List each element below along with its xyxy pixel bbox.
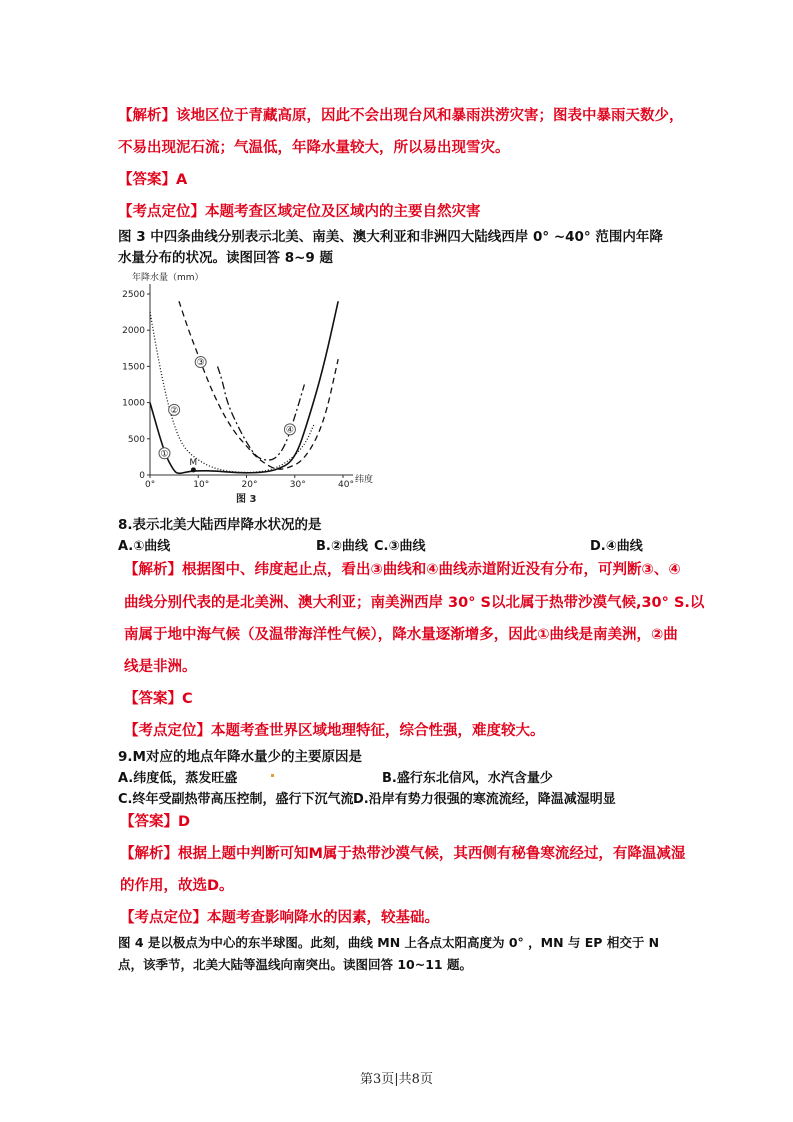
question-8-stem: 8.表示北美大陆西岸降水状况的是	[118, 517, 322, 533]
decorative-dot	[271, 774, 274, 777]
chart-title: 图 3	[236, 494, 257, 505]
answer-text: 【答案】C	[124, 691, 193, 707]
analysis-text: 不易出现泥石流；气温低，年降水量较大，所以易出现雪灾。	[118, 140, 510, 156]
x-tick-label: 20°	[241, 480, 258, 490]
point-m-label: M	[189, 457, 198, 468]
analysis-text: 【解析】根据上题中判断可知M属于热带沙漠气候，其西侧有秘鲁寒流经过，有降温减湿	[120, 846, 686, 862]
series-line-③	[179, 301, 338, 469]
series-label: ④	[285, 425, 294, 436]
option-b[interactable]: B.②曲线	[316, 539, 368, 554]
answer-text: 【答案】A	[118, 172, 188, 188]
analysis-text: 【解析】该地区位于青藏高原，因此不会出现台风和暴雨洪涝灾害；图表中暴雨天数少，	[118, 108, 684, 124]
question-intro: 图 3 中四条曲线分别表示北美、南美、澳大利亚和非洲四大陆线西岸 0° ~40° 范围内年降	[118, 229, 663, 245]
y-axis-label: 年降水量（mm）	[132, 273, 204, 283]
y-tick-label: 0	[139, 471, 145, 481]
y-tick-label: 1000	[122, 398, 145, 409]
question-9-stem: 9.M对应的地点年降水量少的主要原因是	[118, 749, 362, 765]
x-axis-label: 纬度	[355, 475, 374, 485]
question-intro: 图 4 是以极点为中心的东半球图。此刻，曲线 MN 上各点太阳高度为 0° ，MN 与 EP 相交于 N	[118, 935, 660, 950]
precipitation-chart	[112, 266, 382, 506]
question-intro: 点，该季节，北美大陆等温线向南突出。读图回答 10~11 题。	[118, 957, 472, 972]
series-line-④	[218, 366, 305, 460]
analysis-text: 南属于地中海气候（及温带海洋性气候），降水量逐渐增多，因此①曲线是南美洲，②曲	[124, 627, 678, 643]
page-number: 第3页|共8页	[360, 1072, 433, 1087]
point-m-marker	[191, 467, 196, 472]
y-tick-label: 2000	[122, 326, 145, 337]
series-line-①	[150, 301, 338, 473]
key-point-text: 【考点定位】本题考查区域定位及区域内的主要自然灾害	[118, 204, 481, 220]
answer-text: 【答案】D	[120, 814, 191, 830]
option-c[interactable]: C.终年受副热带高压控制，盛行下沉气流	[118, 792, 354, 807]
series-line-②	[150, 312, 314, 472]
y-tick-label: 2500	[122, 290, 145, 300]
option-d[interactable]: D.④曲线	[590, 539, 643, 554]
series-label: ③	[196, 358, 205, 369]
question-intro: 水量分布的状况。读图回答 8~9 题	[118, 250, 333, 266]
series-label: ①	[160, 449, 169, 460]
option-d[interactable]: D.沿岸有势力很强的寒流流经，降温减湿明显	[353, 792, 616, 807]
option-a[interactable]: A.①曲线	[118, 539, 171, 554]
x-tick-label: 40°	[338, 480, 354, 490]
analysis-text: 【解析】根据图中、纬度起止点，看出③曲线和④曲线赤道附近没有分布，可判断③、④	[124, 562, 681, 578]
x-tick-label: 30°	[289, 480, 306, 490]
key-point-text: 【考点定位】本题考查影响降水的因素，较基础。	[120, 910, 439, 926]
analysis-text: 的作用，故选D。	[120, 878, 234, 894]
x-tick-label: 0°	[145, 480, 156, 490]
y-tick-label: 1500	[122, 362, 145, 373]
x-tick-label: 10°	[193, 480, 210, 490]
option-c[interactable]: C.③曲线	[374, 539, 426, 554]
analysis-text: 曲线分别代表的是北美洲、澳大利亚；南美洲西岸 30° S以北属于热带沙漠气候,30° S.以	[124, 595, 705, 611]
y-tick-label: 500	[127, 434, 145, 445]
key-point-text: 【考点定位】本题考查世界区域地理特征，综合性强，难度较大。	[124, 723, 545, 739]
option-a[interactable]: A.纬度低，蒸发旺盛	[118, 771, 238, 786]
analysis-text: 线是非洲。	[124, 659, 197, 675]
option-b[interactable]: B.盛行东北信风，水汽含量少	[382, 771, 553, 786]
series-label: ②	[170, 405, 179, 416]
